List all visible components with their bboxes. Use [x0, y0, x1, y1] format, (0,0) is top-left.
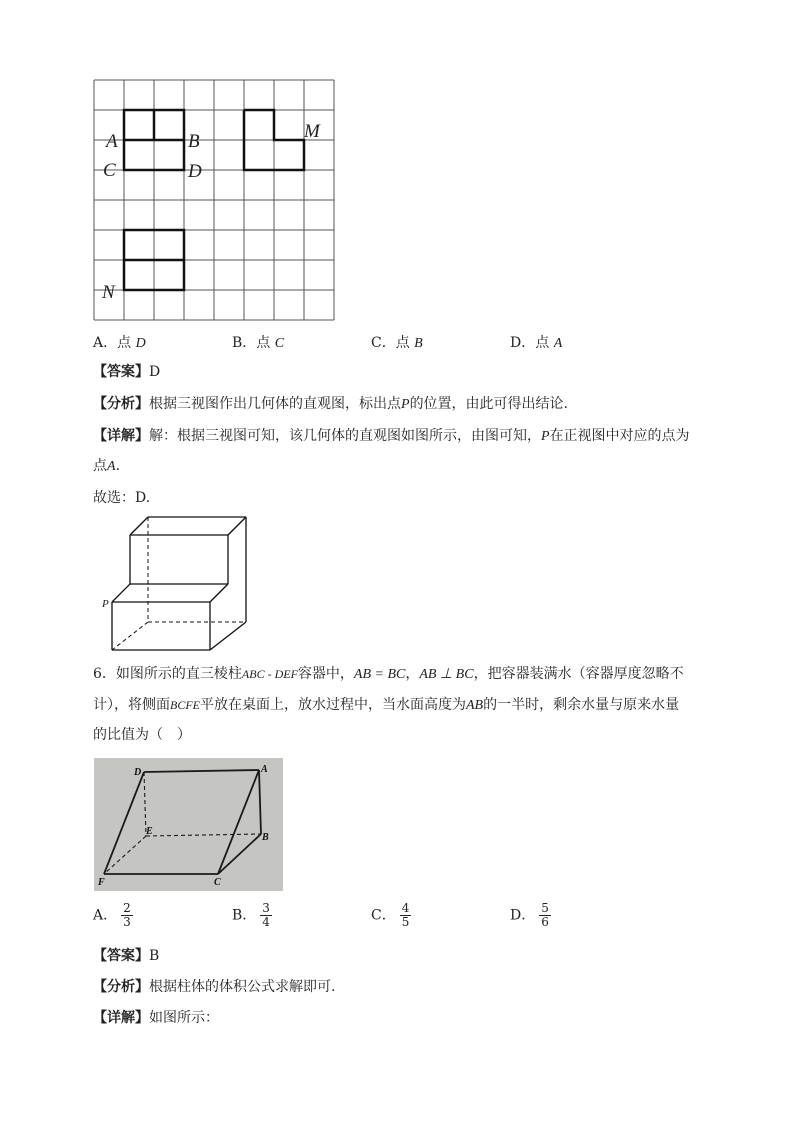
q5-analysis: 【分析】根据三视图作出几何体的直观图，标出点P的位置，由此可得出结论.: [93, 396, 569, 412]
photo-label-B: B: [262, 832, 269, 843]
fraction: $\frac{4}{5}$: [401, 901, 410, 929]
q6-option-c[interactable]: C． $\frac{4}{5}$: [371, 901, 410, 929]
q6-answer: 【答案】B: [93, 948, 160, 964]
three-view-grid-figure: [90, 78, 340, 323]
photo-label-F: F: [98, 877, 105, 888]
q5-answer: 【答案】D: [93, 364, 161, 380]
fraction: $\frac{2}{3}$: [123, 901, 131, 929]
fraction: $\frac{3}{4}$: [262, 901, 270, 929]
fraction: $\frac{5}{6}$: [541, 901, 549, 929]
label-D: D: [188, 161, 202, 182]
q6-stem-line3: 的比值为（ ）: [93, 727, 191, 743]
label-B: B: [188, 131, 200, 152]
q5-detail-line1: 【详解】解：根据三视图可知，该几何体的直观图如图所示，由图可知，P在正视图中对应的点为: [93, 428, 690, 444]
q6-option-d[interactable]: D． $\frac{5}{6}$: [510, 901, 549, 929]
label-P: P: [102, 598, 109, 610]
label-A: A: [106, 131, 118, 152]
q6-stem-line2: 计），将侧面BCFE平放在桌面上，放水过程中，当水面高度为AB的一半时，剩余水量与原来水量: [93, 697, 680, 713]
q5-option-c[interactable]: C．点 B: [371, 335, 423, 351]
q5-option-d[interactable]: D．点 A: [510, 335, 563, 351]
photo-label-C: C: [214, 877, 221, 888]
label-M: M: [304, 121, 320, 142]
prism-photo-figure: [94, 758, 283, 891]
q6-detail: 【详解】如图所示：: [93, 1010, 219, 1026]
q5-conclusion: 故选：D.: [93, 490, 151, 506]
q5-detail-line2: 点A.: [93, 458, 121, 474]
q6-analysis: 【分析】根据柱体的体积公式求解即可.: [93, 979, 336, 995]
q5-option-a[interactable]: A．点 D: [93, 335, 146, 351]
q6-stem-line1: 6．如图所示的直三棱柱ABC - DEF容器中，AB = BC，AB ⊥ BC，把容器装满水（容器厚度忽略不: [93, 666, 684, 682]
q6-option-a[interactable]: A． $\frac{2}{3}$: [93, 901, 131, 929]
photo-label-D: D: [134, 767, 142, 778]
label-N: N: [102, 282, 115, 303]
label-C: C: [103, 160, 116, 181]
q5-option-b[interactable]: B．点 C: [232, 335, 285, 351]
photo-label-A: A: [261, 764, 268, 775]
solid-perspective-figure: [100, 512, 252, 654]
q6-option-b[interactable]: B． $\frac{3}{4}$: [232, 901, 270, 929]
photo-label-E: E: [146, 826, 153, 837]
